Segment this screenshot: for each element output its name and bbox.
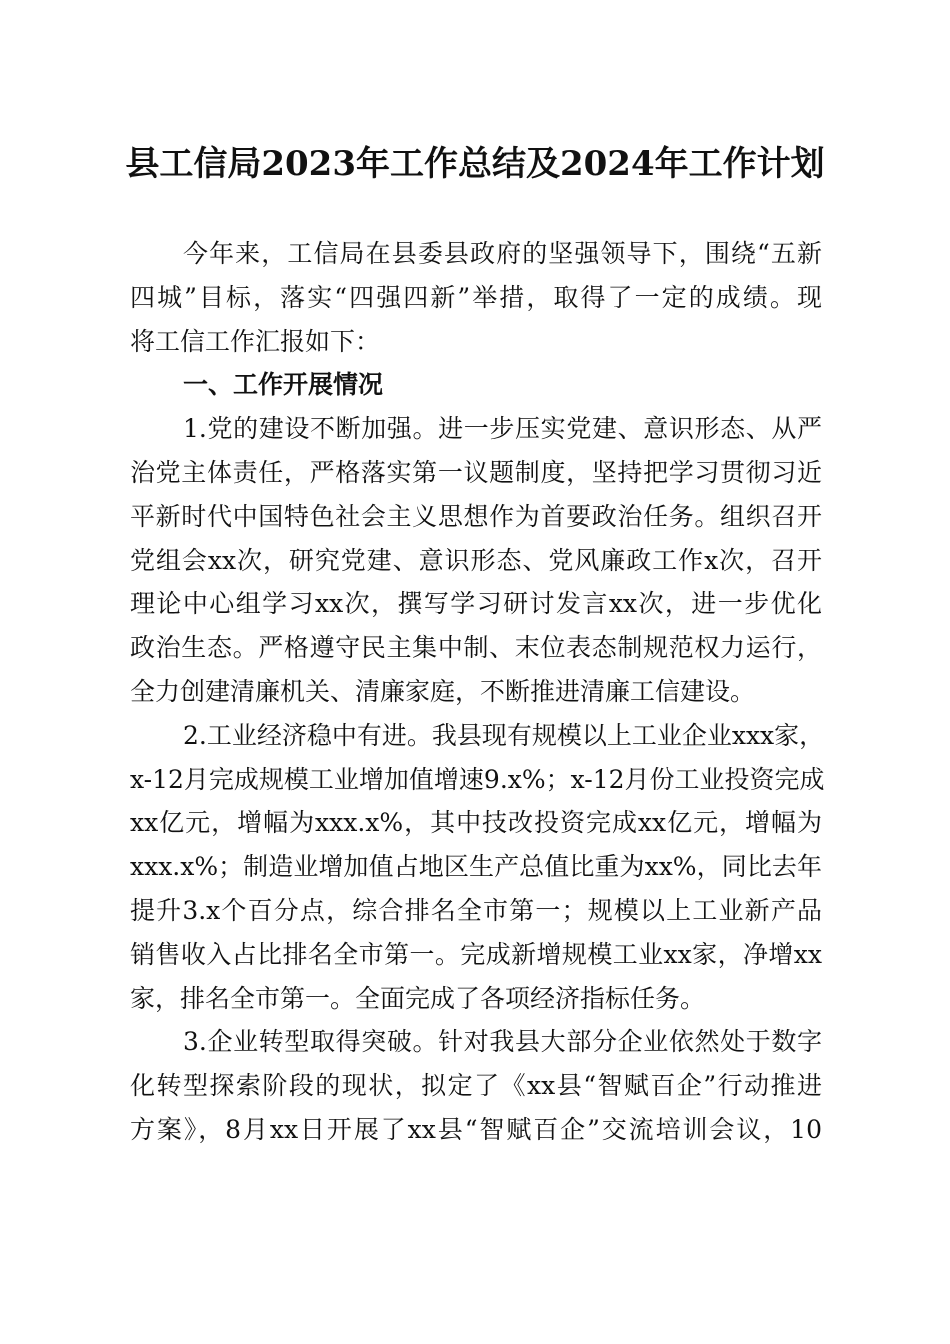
text-line: 1.党的建设不断加强。进一步压实党建、意识形态、从严 <box>183 414 822 444</box>
paragraph <box>130 407 822 714</box>
paragraph <box>130 1020 822 1151</box>
text-line: 今年来，工信局在县委县政府的坚强领导下，围绕“五新 <box>183 239 822 268</box>
text-line: 将工信工作汇报如下： <box>130 326 381 356</box>
section-heading <box>130 363 822 407</box>
text-line: 销售收入占比排名全市第一。完成新增规模工业xx家，净增xx <box>130 939 822 969</box>
text-line: x-12月完成规模工业增加值增速9.x%；x-12月份工业投资完成 <box>130 764 825 794</box>
paragraph <box>130 714 825 1021</box>
paragraph <box>130 232 822 363</box>
text-line: 提升3.x个百分点，综合排名全市第一；规模以上工业新产品 <box>130 895 822 925</box>
text-line: 3.企业转型取得突破。针对我县大部分企业依然处于数字 <box>183 1027 822 1057</box>
text-line: 全力创建清廉机关、清廉家庭，不断推进清廉工信建设。 <box>130 676 756 706</box>
document-title: 县工信局2023年工作总结及2024年工作计划 <box>125 144 825 184</box>
text-line: 理论中心组学习xx次，撰写学习研讨发言xx次，进一步优化 <box>130 589 822 619</box>
text-line: xx亿元，增幅为xxx.x%，其中技改投资完成xx亿元，增幅为 <box>130 808 822 838</box>
text-line: 平新时代中国特色社会主义思想作为首要政治任务。组织召开 <box>130 501 822 531</box>
text-line: 四城”目标，落实“四强四新”举措，取得了一定的成绩。现 <box>130 282 822 312</box>
text-line: 政治生态。严格遵守民主集中制、末位表态制规范权力运行， <box>130 633 822 663</box>
document-body <box>130 232 825 1152</box>
text-line: 治党主体责任，严格落实第一议题制度，坚持把学习贯彻习近 <box>130 457 822 487</box>
text-line: 化转型探索阶段的现状，拟定了《xx县“智赋百企”行动推进 <box>130 1071 822 1101</box>
text-line: 一、工作开展情况 <box>183 370 384 400</box>
text-line: 家，排名全市第一。全面完成了各项经济指标任务。 <box>130 983 706 1013</box>
text-line: 方案》，8月xx日开展了xx县“智赋百企”交流培训会议，10 <box>130 1114 822 1144</box>
text-line: xxx.x%；制造业增加值占地区生产总值比重为xx%，同比去年 <box>130 852 822 882</box>
text-line: 党组会xx次，研究党建、意识形态、党风廉政工作x次，召开 <box>130 545 822 575</box>
text-line: 2.工业经济稳中有进。我县现有规模以上工业企业xxx家， <box>183 720 825 750</box>
